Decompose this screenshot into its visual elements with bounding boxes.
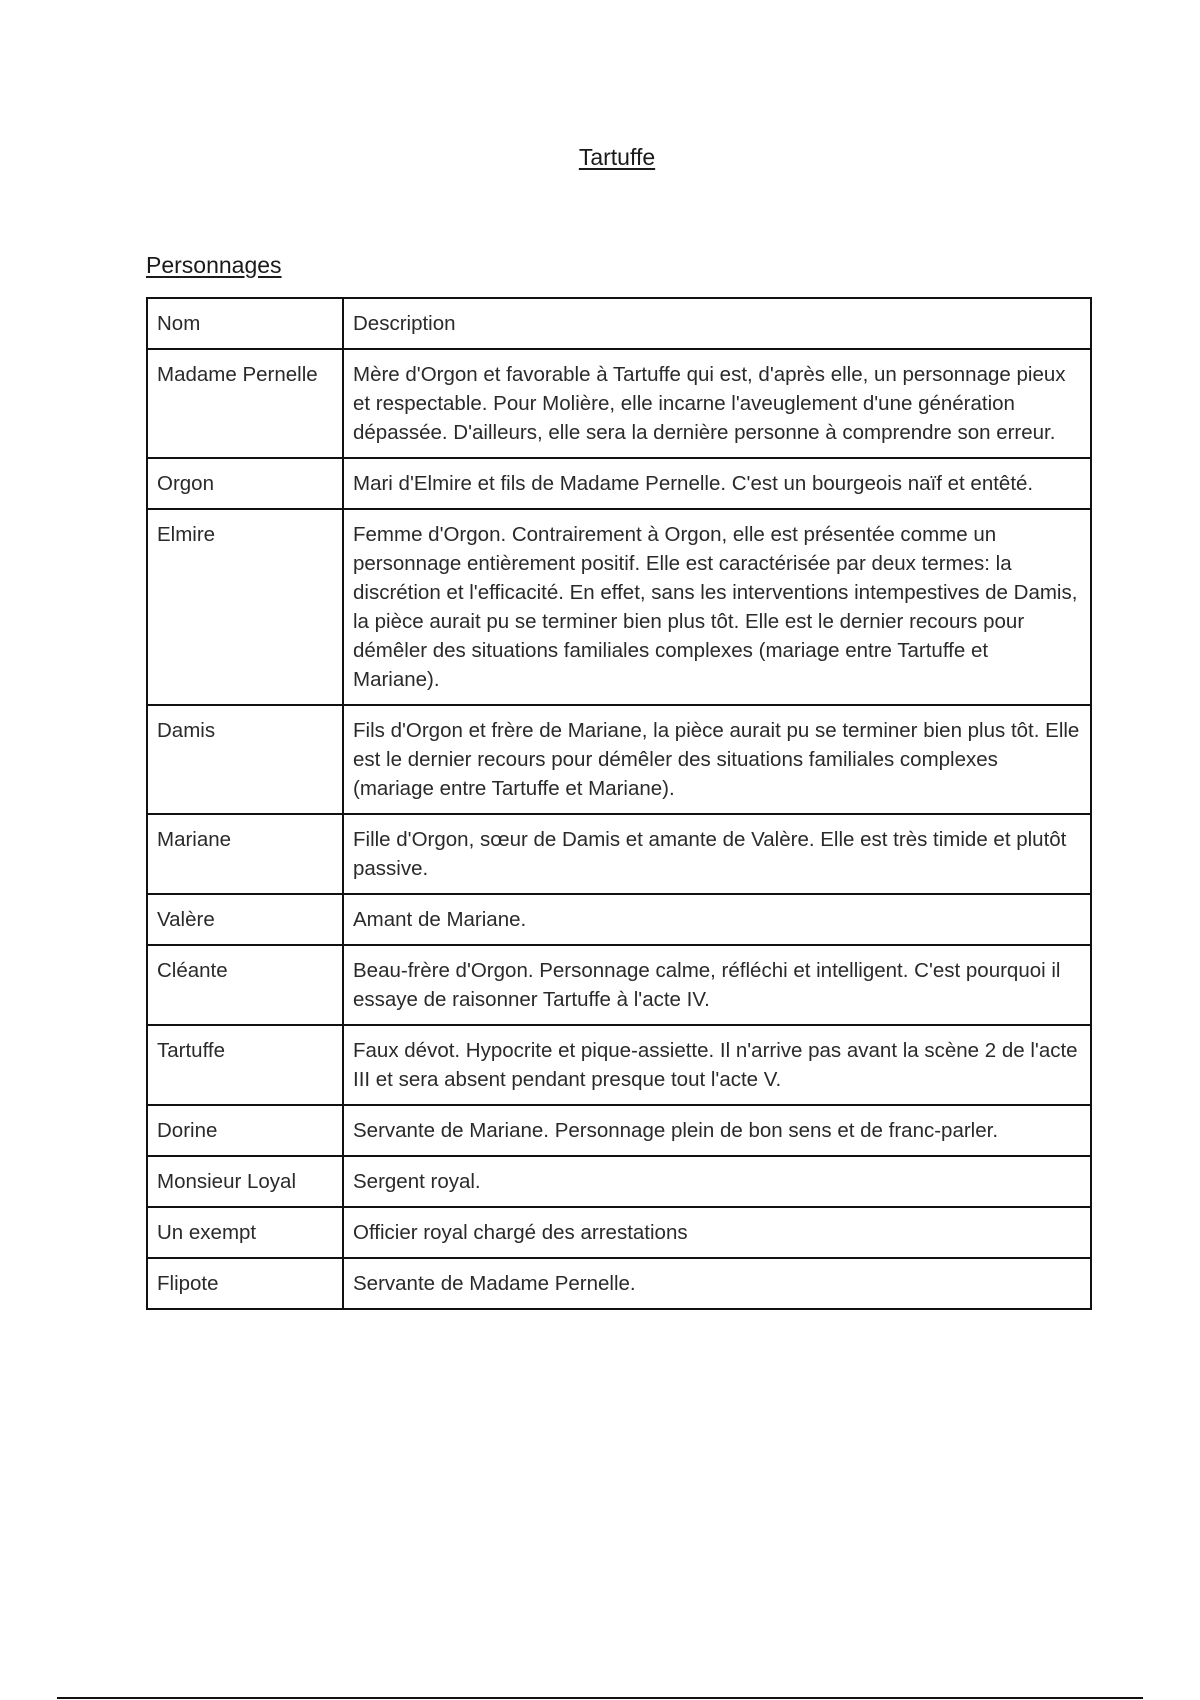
table-row [147, 1156, 1091, 1207]
table-row [147, 509, 1091, 705]
table-row [147, 814, 1091, 894]
character-description: Mère d'Orgon et favorable à Tartuffe qui est, d'après elle, un personnage pieux et respectable. Pour Molière, elle incarne l'aveuglement d'une génération dépassée. D'ailleurs, elle sera la dernière personne à comprendre son erreur. [343, 349, 1091, 458]
character-name: Valère [147, 894, 343, 945]
table-row [147, 894, 1091, 945]
table-row [147, 945, 1091, 1025]
character-name: Un exempt [147, 1207, 343, 1258]
character-name: Flipote [147, 1258, 343, 1309]
table-row [147, 1025, 1091, 1105]
table-row [147, 458, 1091, 509]
character-name: Mariane [147, 814, 343, 894]
character-description: Femme d'Orgon. Contrairement à Orgon, elle est présentée comme un personnage entièrement positif. Elle est caractérisée par deux termes: la discrétion et l'efficacité. En effet, sans les interventions intempestives de Damis, la pièce aurait pu se terminer bien plus tôt. Elle est le dernier recours pour démêler des situations familiales complexes (mariage entre Tartuffe et Mariane). [343, 509, 1091, 705]
character-description: Officier royal chargé des arrestations [343, 1207, 1091, 1258]
character-description: Sergent royal. [343, 1156, 1091, 1207]
character-description: Servante de Madame Pernelle. [343, 1258, 1091, 1309]
character-description: Servante de Mariane. Personnage plein de bon sens et de franc-parler. [343, 1105, 1091, 1156]
character-description: Faux dévot. Hypocrite et pique-assiette. Il n'arrive pas avant la scène 2 de l'acte III et sera absent pendant presque tout l'acte V. [343, 1025, 1091, 1105]
document-title: Tartuffe [578, 144, 656, 170]
header-description: Description [343, 298, 1091, 349]
character-name: Orgon [147, 458, 343, 509]
character-description: Beau-frère d'Orgon. Personnage calme, réfléchi et intelligent. C'est pourquoi il essaye de raisonner Tartuffe à l'acte IV. [343, 945, 1091, 1025]
section-title: Personnages [146, 252, 282, 278]
character-name: Madame Pernelle [147, 349, 343, 458]
table-row [147, 1105, 1091, 1156]
character-description: Fils d'Orgon et frère de Mariane, la pièce aurait pu se terminer bien plus tôt. Elle est le dernier recours pour démêler des situations familiales complexes (mariage entre Tartuffe et Mariane). [343, 705, 1091, 814]
character-name: Elmire [147, 509, 343, 705]
character-description: Fille d'Orgon, sœur de Damis et amante de Valère. Elle est très timide et plutôt passive. [343, 814, 1091, 894]
table-row [147, 705, 1091, 814]
header-name: Nom [147, 298, 343, 349]
page-bottom-divider [57, 1697, 1143, 1699]
table-row [147, 349, 1091, 458]
character-name: Monsieur Loyal [147, 1156, 343, 1207]
character-name: Damis [147, 705, 343, 814]
character-name: Dorine [147, 1105, 343, 1156]
characters-table [146, 297, 1092, 1310]
character-description: Amant de Mariane. [343, 894, 1091, 945]
character-name: Cléante [147, 945, 343, 1025]
table-row [147, 1258, 1091, 1309]
character-name: Tartuffe [147, 1025, 343, 1105]
table-header-row [147, 298, 1091, 349]
table-row [147, 1207, 1091, 1258]
character-description: Mari d'Elmire et fils de Madame Pernelle. C'est un bourgeois naïf et entêté. [343, 458, 1091, 509]
